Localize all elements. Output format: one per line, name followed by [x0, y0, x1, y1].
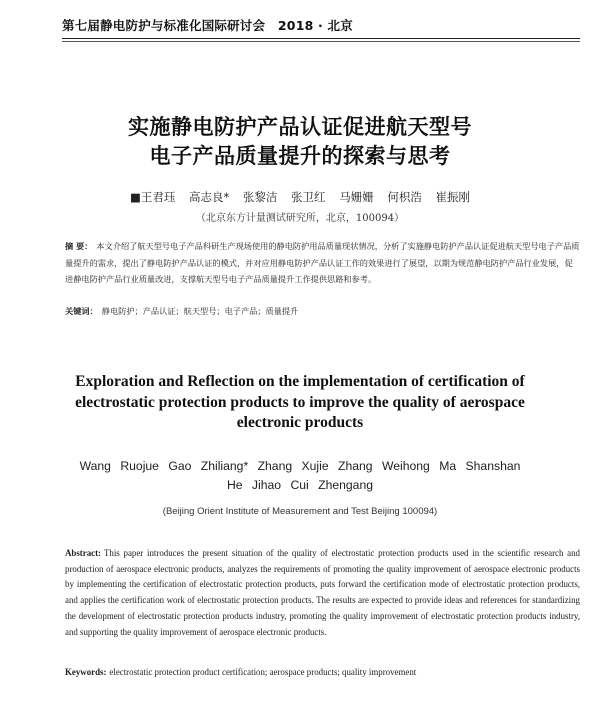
chinese-keywords-text: 静电防护；产品认证；航天型号；电子产品；质量提升 [101, 306, 299, 316]
english-abstract [65, 546, 580, 640]
chinese-keywords-label: 关键词： [65, 306, 98, 316]
english-authors [70, 457, 530, 495]
english-affiliation: (Beijing Orient Institute of Measurement and Test Beijing 100094) [162, 506, 438, 517]
running-header: 第七届静电防护与标准化国际研讨会 2018 · 北京 [62, 18, 353, 33]
header-rule-secondary [62, 41, 580, 42]
chinese-authors: ■王君珏 高志良* 张黎洁 张卫红 马姗姗 何枳浩 崔振刚 [129, 190, 471, 204]
english-authors-line-1: Wang Ruojue Gao Zhiliang* Zhang Xujie Zhang Weihong Ma Shanshan [79, 459, 521, 473]
chinese-keywords [65, 306, 580, 317]
header-rule [62, 38, 580, 39]
chinese-abstract-text: 本文介绍了航天型号电子产品科研生产现场使用的静电防护用品质量现状情况，分析了实施静电防护产品认证促进航天型号电子产品质量提升的需求，提出了静电防护产品认证的模式，并对应用静电防护产品认证工作的效果进行了展望，以期为规范静电防护产品行业发展，促进静电防护产品行业质量改进，支撑航天型号电子产品质量提升工作提供思路和参考。 [65, 241, 580, 284]
english-keywords-label: Keywords: [65, 667, 107, 677]
english-keywords-text: electrostatic protection product certification; aerospace products; quality improvement [109, 667, 417, 677]
english-keywords [65, 667, 580, 677]
english-abstract-label: Abstract: [65, 548, 101, 558]
chinese-abstract-label: 摘 要： [65, 241, 93, 251]
chinese-title-line-2: 电子产品质量提升的探索与思考 [149, 144, 451, 168]
chinese-affiliation: （北京东方计量测试研究所，北京，100094） [195, 213, 405, 224]
chinese-abstract [65, 238, 580, 288]
chinese-title-line-1: 实施静电防护产品认证促进航天型号 [128, 115, 472, 139]
english-authors-line-2: He Jihao Cui Zhengang [226, 478, 374, 492]
english-abstract-text: This paper introduces the present situation of the quality of electrostatic protection products used in the scientific research and production of aerospace electronic products, analyzes the requirements of promoting the quality improvement of aerospace electronic products by implementing the certification of electrostatic protection products, puts forward the certification mode of electrostatic protection products, and applies the certification work of electrostatic protection products. The results are expected to provide ideas and references for standardizing the development of electrostatic protection products industry, promoting the quality improvement of electrostatic protection products industry, and supporting the quality improvement of aerospace electronic products. [65, 548, 580, 637]
english-title: Exploration and Reflection on the implementation of certification of electrostatic protection products to improve the quality of aerospace electronic products [75, 373, 525, 431]
